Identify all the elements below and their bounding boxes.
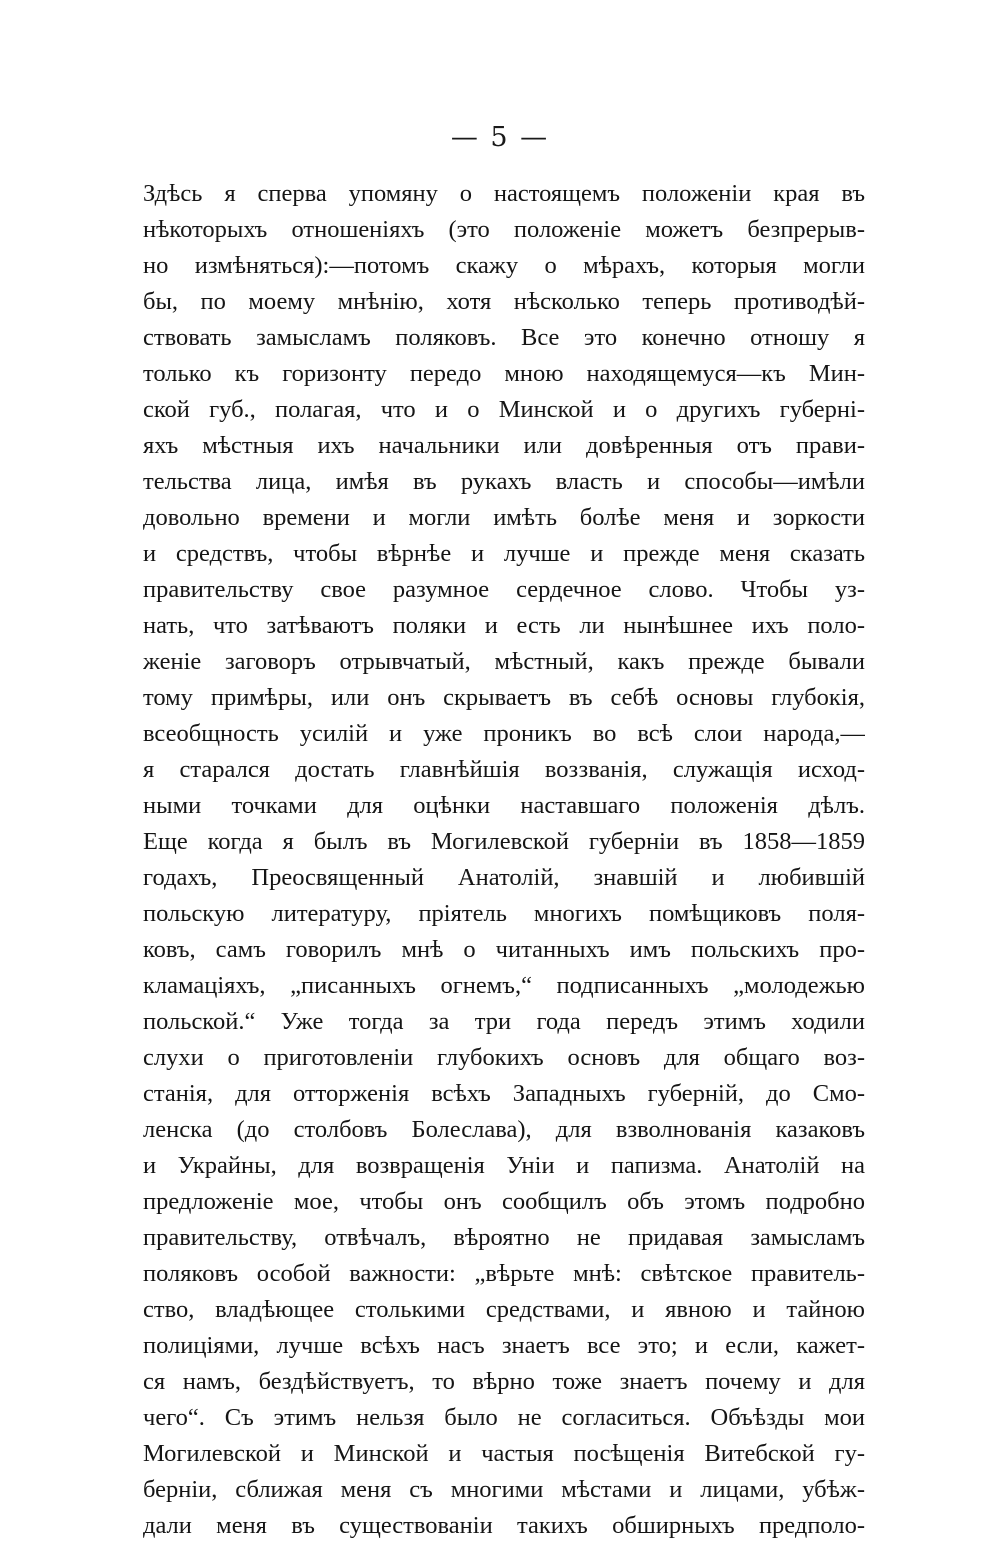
text-line: правительству свое разумное сердечное слово. Чтобы уз- [143, 576, 865, 603]
body-text [143, 176, 865, 1544]
text-line: яхъ мѣстныя ихъ начальники или довѣренныя отъ прави- [143, 432, 865, 459]
text-line: станія, для отторженія всѣхъ Западныхъ губерній, до Смо- [143, 1080, 865, 1107]
text-line: Здѣсь я сперва упомяну о настоящемъ положеніи края въ [143, 180, 865, 207]
text-line: тому примѣры, или онъ скрываетъ въ себѣ основы глубокія, [143, 684, 865, 711]
text-line: берніи, сближая меня съ многими мѣстами и лицами, убѣж- [143, 1476, 865, 1503]
text-line: кламаціяхъ, „писанныхъ огнемъ,“ подписанныхъ „молодежью [143, 972, 865, 999]
text-line: и Украйны, для возвращенія Уніи и папизма. Анатолій на [143, 1152, 865, 1179]
text-line: польской.“ Уже тогда за три года передъ этимъ ходили [143, 1008, 865, 1035]
page-number: — 5 — [450, 122, 550, 153]
text-line: я старался достать главнѣйшія воззванія, служащія исход- [143, 756, 865, 783]
text-line: польскую литературу, пріятель многихъ помѣщиковъ поля- [143, 900, 865, 927]
text-line: бы, по моему мнѣнію, хотя нѣсколько теперь противодѣй- [143, 288, 865, 315]
text-line: нать, что затѣваютъ поляки и есть ли нынѣшнее ихъ поло- [143, 612, 865, 639]
text-line: правительству, отвѣчалъ, вѣроятно не придавая замысламъ [143, 1224, 865, 1251]
text-line: полиціями, лучше всѣхъ насъ знаетъ все это; и если, кажет- [143, 1332, 865, 1359]
text-line: ными точками для оцѣнки наставшаго положенія дѣлъ. [143, 792, 865, 819]
text-line: ствовать замысламъ поляковъ. Все это конечно отношу я [143, 324, 865, 351]
text-line: Могилевской и Минской и частыя посѣщенія Витебской гу- [143, 1440, 865, 1467]
text-line: тельства лица, имѣя въ рукахъ власть и способы—имѣли [143, 468, 865, 495]
text-line: ковъ, самъ говорилъ мнѣ о читанныхъ имъ польскихъ про- [143, 936, 865, 963]
text-line: годахъ, Преосвященный Анатолій, знавшій и любившій [143, 864, 865, 891]
text-line: ство, владѣющее столькими средствами, и явною и тайною [143, 1296, 865, 1323]
text-line: женіе заговоръ отрывчатый, мѣстный, какъ прежде бывали [143, 648, 865, 675]
text-line: поляковъ особой важности: „вѣрьте мнѣ: свѣтское правитель- [143, 1260, 865, 1287]
text-line: но измѣняться):—потомъ скажу о мѣрахъ, которыя могли [143, 252, 865, 279]
text-line: чего“. Съ этимъ нельзя было не согласиться. Объѣзды мои [143, 1404, 865, 1431]
text-line: всеобщность усилій и уже проникъ во всѣ слои народа,— [143, 720, 865, 747]
text-line: ленска (до столбовъ Болеслава), для взволнованія казаковъ [143, 1116, 865, 1143]
text-line: предложеніе мое, чтобы онъ сообщилъ объ этомъ подробно [143, 1188, 865, 1215]
text-line: Еще когда я былъ въ Могилевской губерніи въ 1858—1859 [143, 828, 865, 855]
text-line: дали меня въ существованіи такихъ обширныхъ предполо- [143, 1512, 865, 1539]
text-line: и средствъ, чтобы вѣрнѣе и лучше и прежде меня сказать [143, 540, 865, 567]
text-line: слухи о приготовленіи глубокихъ основъ для общаго воз- [143, 1044, 865, 1071]
text-line: ской губ., полагая, что и о Минской и о другихъ губерні- [143, 396, 865, 423]
text-line: только къ горизонту передо мною находящемуся—къ Мин- [143, 360, 865, 387]
text-line: довольно времени и могли имѣть болѣе меня и зоркости [143, 504, 865, 531]
text-line: ся намъ, бездѣйствуетъ, то вѣрно тоже знаетъ почему и для [143, 1368, 865, 1395]
text-line: нѣкоторыхъ отношеніяхъ (это положеніе можетъ безпрерыв- [143, 216, 865, 243]
